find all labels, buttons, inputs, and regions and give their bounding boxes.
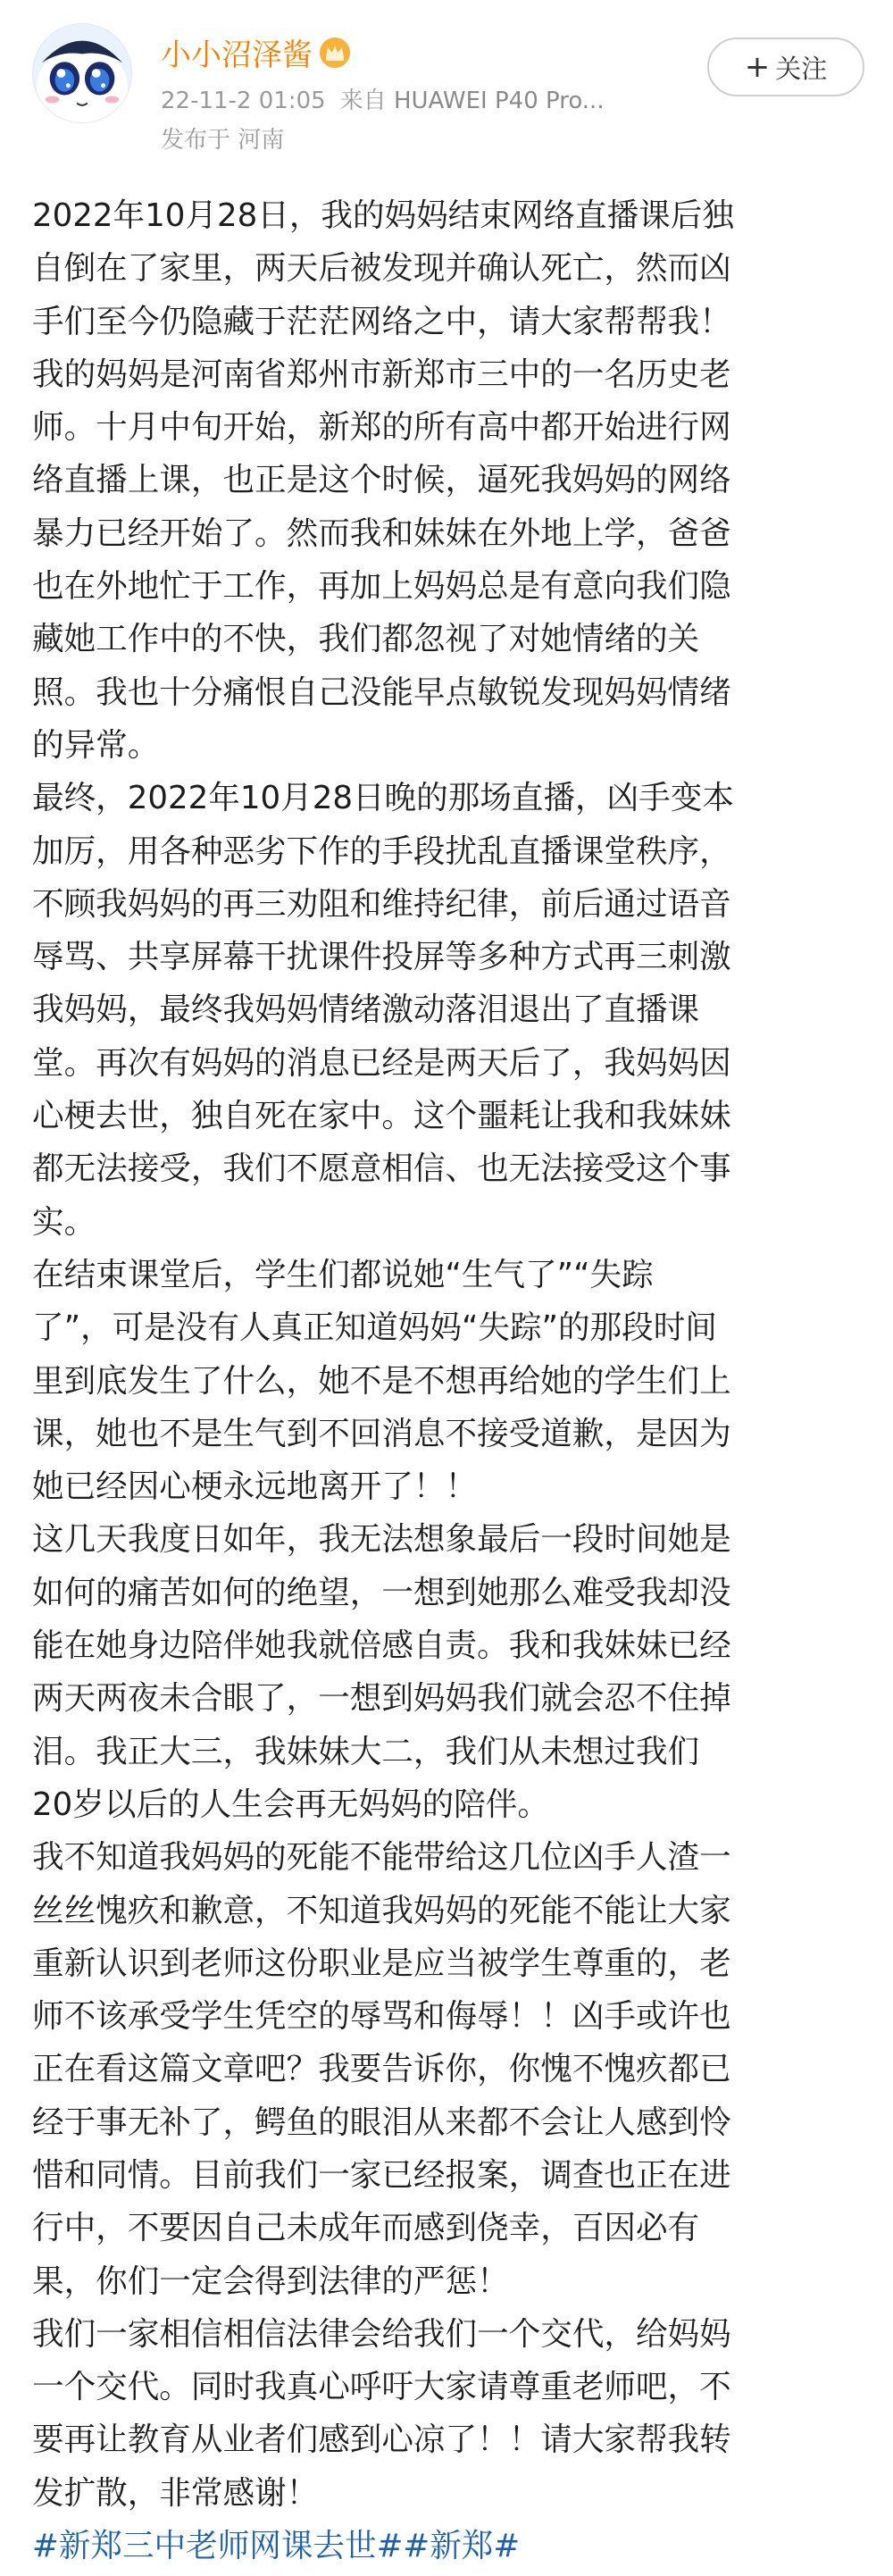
- post-text-line: 果，你们一定会得到法律的严惩！: [32, 2262, 509, 2300]
- post-text-line: 20岁以后的人生会再无妈妈的陪伴。: [32, 1786, 549, 1823]
- post-text-line: 能在她身边陪伴她我就倍感自责。我和我妹妹已经: [32, 1627, 731, 1665]
- post-header: [0, 0, 893, 177]
- username-row[interactable]: [161, 36, 352, 74]
- post-text-line: 惜和同情。目前我们一家已经报案，调查也正在进: [32, 2156, 731, 2194]
- post-text-line: 最终，2022年10月28日晚的那场直播，凶手变本: [32, 780, 734, 817]
- post-text-line: 我的妈妈是河南省郑州市新郑市三中的一名历史老: [32, 355, 731, 393]
- post-text-line: 如何的痛苦如何的绝望，一想到她那么难受我却没: [32, 1574, 731, 1611]
- post-text-line: 我们一家相信相信法律会给我们一个交代，给妈妈: [32, 2315, 731, 2353]
- post-text-line: 也在外地忙于工作，再加上妈妈总是有意向我们隐: [32, 568, 731, 606]
- post-text-line: 要再让教育从业者们感到心凉了！！请大家帮我转: [32, 2421, 731, 2459]
- source-prefix: 来自: [339, 88, 387, 114]
- username[interactable]: 小小沼泽酱: [161, 38, 313, 73]
- post-text-line: 发扩散，非常感谢！: [32, 2474, 319, 2512]
- post-text-line: 心梗去世，独自死在家中。这个噩耗让我和我妹妹: [32, 1098, 731, 1135]
- post-device[interactable]: HUAWEI P40 Pro...: [393, 88, 605, 114]
- post-text-line: 藏她工作中的不快，我们都忽视了对她情绪的关: [32, 621, 700, 658]
- vip-crown-icon: [318, 36, 352, 70]
- post-body: [32, 189, 863, 2572]
- post-text: [32, 189, 863, 2520]
- post-text-line: 课，她也不是生气到不回消息不接受道歉，是因为: [32, 1415, 731, 1452]
- post-text-line: 照。我也十分痛恨自己没能早点敏锐发现妈妈情绪: [32, 673, 731, 711]
- post-text-line: 2022年10月28日，我的妈妈结束网络直播课后独: [32, 197, 734, 234]
- post-text-line: 正在看这篇文章吧？我要告诉你，你愧不愧疚都已: [32, 2051, 731, 2088]
- post-text-line: 堂。再次有妈妈的消息已经是两天后了，我妈妈因: [32, 1044, 731, 1082]
- post-location: 发布于 河南: [161, 127, 285, 154]
- avatar[interactable]: [32, 23, 132, 123]
- post-text-line: 我不知道我妈妈的死能不能带给这几位凶手人渣一: [32, 1839, 731, 1877]
- post-text-line: 里到底发生了什么，她不是不想再给她的学生们上: [32, 1362, 731, 1400]
- post-text-line: 的异常。: [32, 726, 160, 764]
- post-text-line: 丝丝愧疚和歉意，不知道我妈妈的死能不能让大家: [32, 1892, 731, 1929]
- post-text-line: 行中，不要因自己未成年而感到侥幸，百因必有: [32, 2210, 700, 2247]
- hashtag-row: [32, 2520, 863, 2572]
- post-time: 22-11-2 01:05: [161, 88, 326, 114]
- post-meta: [161, 87, 605, 115]
- post-text-line: 不顾我妈妈的再三劝阻和维持纪律，前后通过语音: [32, 885, 731, 923]
- post-text-line: 一个交代。同时我真心呼吁大家请尊重老师吧，不: [32, 2369, 731, 2406]
- post-text-line: 这几天我度日如年，我无法想象最后一段时间她是: [32, 1521, 731, 1559]
- avatar-cartoon-icon: [33, 24, 131, 122]
- post-text-line: 都无法接受，我们不愿意相信、也无法接受这个事: [32, 1150, 731, 1188]
- hashtag-link[interactable]: #新郑三中老师网课去世#: [32, 2528, 404, 2565]
- follow-button[interactable]: [707, 38, 864, 96]
- post-text-line: 两天两夜未合眼了，一想到妈妈我们就会忍不住掉: [32, 1680, 731, 1718]
- post-text-line: 络直播上课，也正是这个时候，逼死我妈妈的网络: [32, 462, 731, 499]
- post-text-line: 在结束课堂后，学生们都说她“生气了”“失踪: [32, 1256, 654, 1293]
- post-text-line: 了”，可是没有人真正知道妈妈“失踪”的那段时间: [32, 1309, 717, 1347]
- post-text-line: 她已经因心梗永远地离开了！！: [32, 1468, 478, 1506]
- hashtag-link[interactable]: #新郑#: [403, 2528, 521, 2565]
- post-text-line: 师不该承受学生凭空的辱骂和侮辱！！凶手或许也: [32, 1998, 731, 2036]
- post-text-line: 暴力已经开始了。然而我和妹妹在外地上学，爸爸: [32, 514, 731, 552]
- post-text-line: 辱骂、共享屏幕干扰课件投屏等多种方式再三刺激: [32, 939, 731, 976]
- post-text-line: 泪。我正大三，我妹妹大二，我们从未想过我们: [32, 1733, 700, 1770]
- post-text-line: 经于事无补了，鳄鱼的眼泪从来都不会让人感到怜: [32, 2103, 731, 2141]
- post-text-line: 重新认识到老师这份职业是应当被学生尊重的，老: [32, 1945, 731, 1982]
- post-text-line: 自倒在了家里，两天后被发现并确认死亡，然而凶: [32, 250, 731, 288]
- post-text-line: 师。十月中旬开始，新郑的所有高中都开始进行网: [32, 409, 731, 447]
- follow-button-label: 关注: [775, 53, 828, 84]
- post-text-line: 实。: [32, 1203, 96, 1241]
- post-text-line: 手们至今仍隐藏于茫茫网络之中，请大家帮帮我！: [32, 303, 731, 340]
- post-text-line: 我妈妈，最终我妈妈情绪激动落泪退出了直播课: [32, 991, 700, 1029]
- post-text-line: 加厉，用各种恶劣下作的手段扰乱直播课堂秩序，: [32, 832, 731, 870]
- plus-icon: +: [744, 49, 771, 85]
